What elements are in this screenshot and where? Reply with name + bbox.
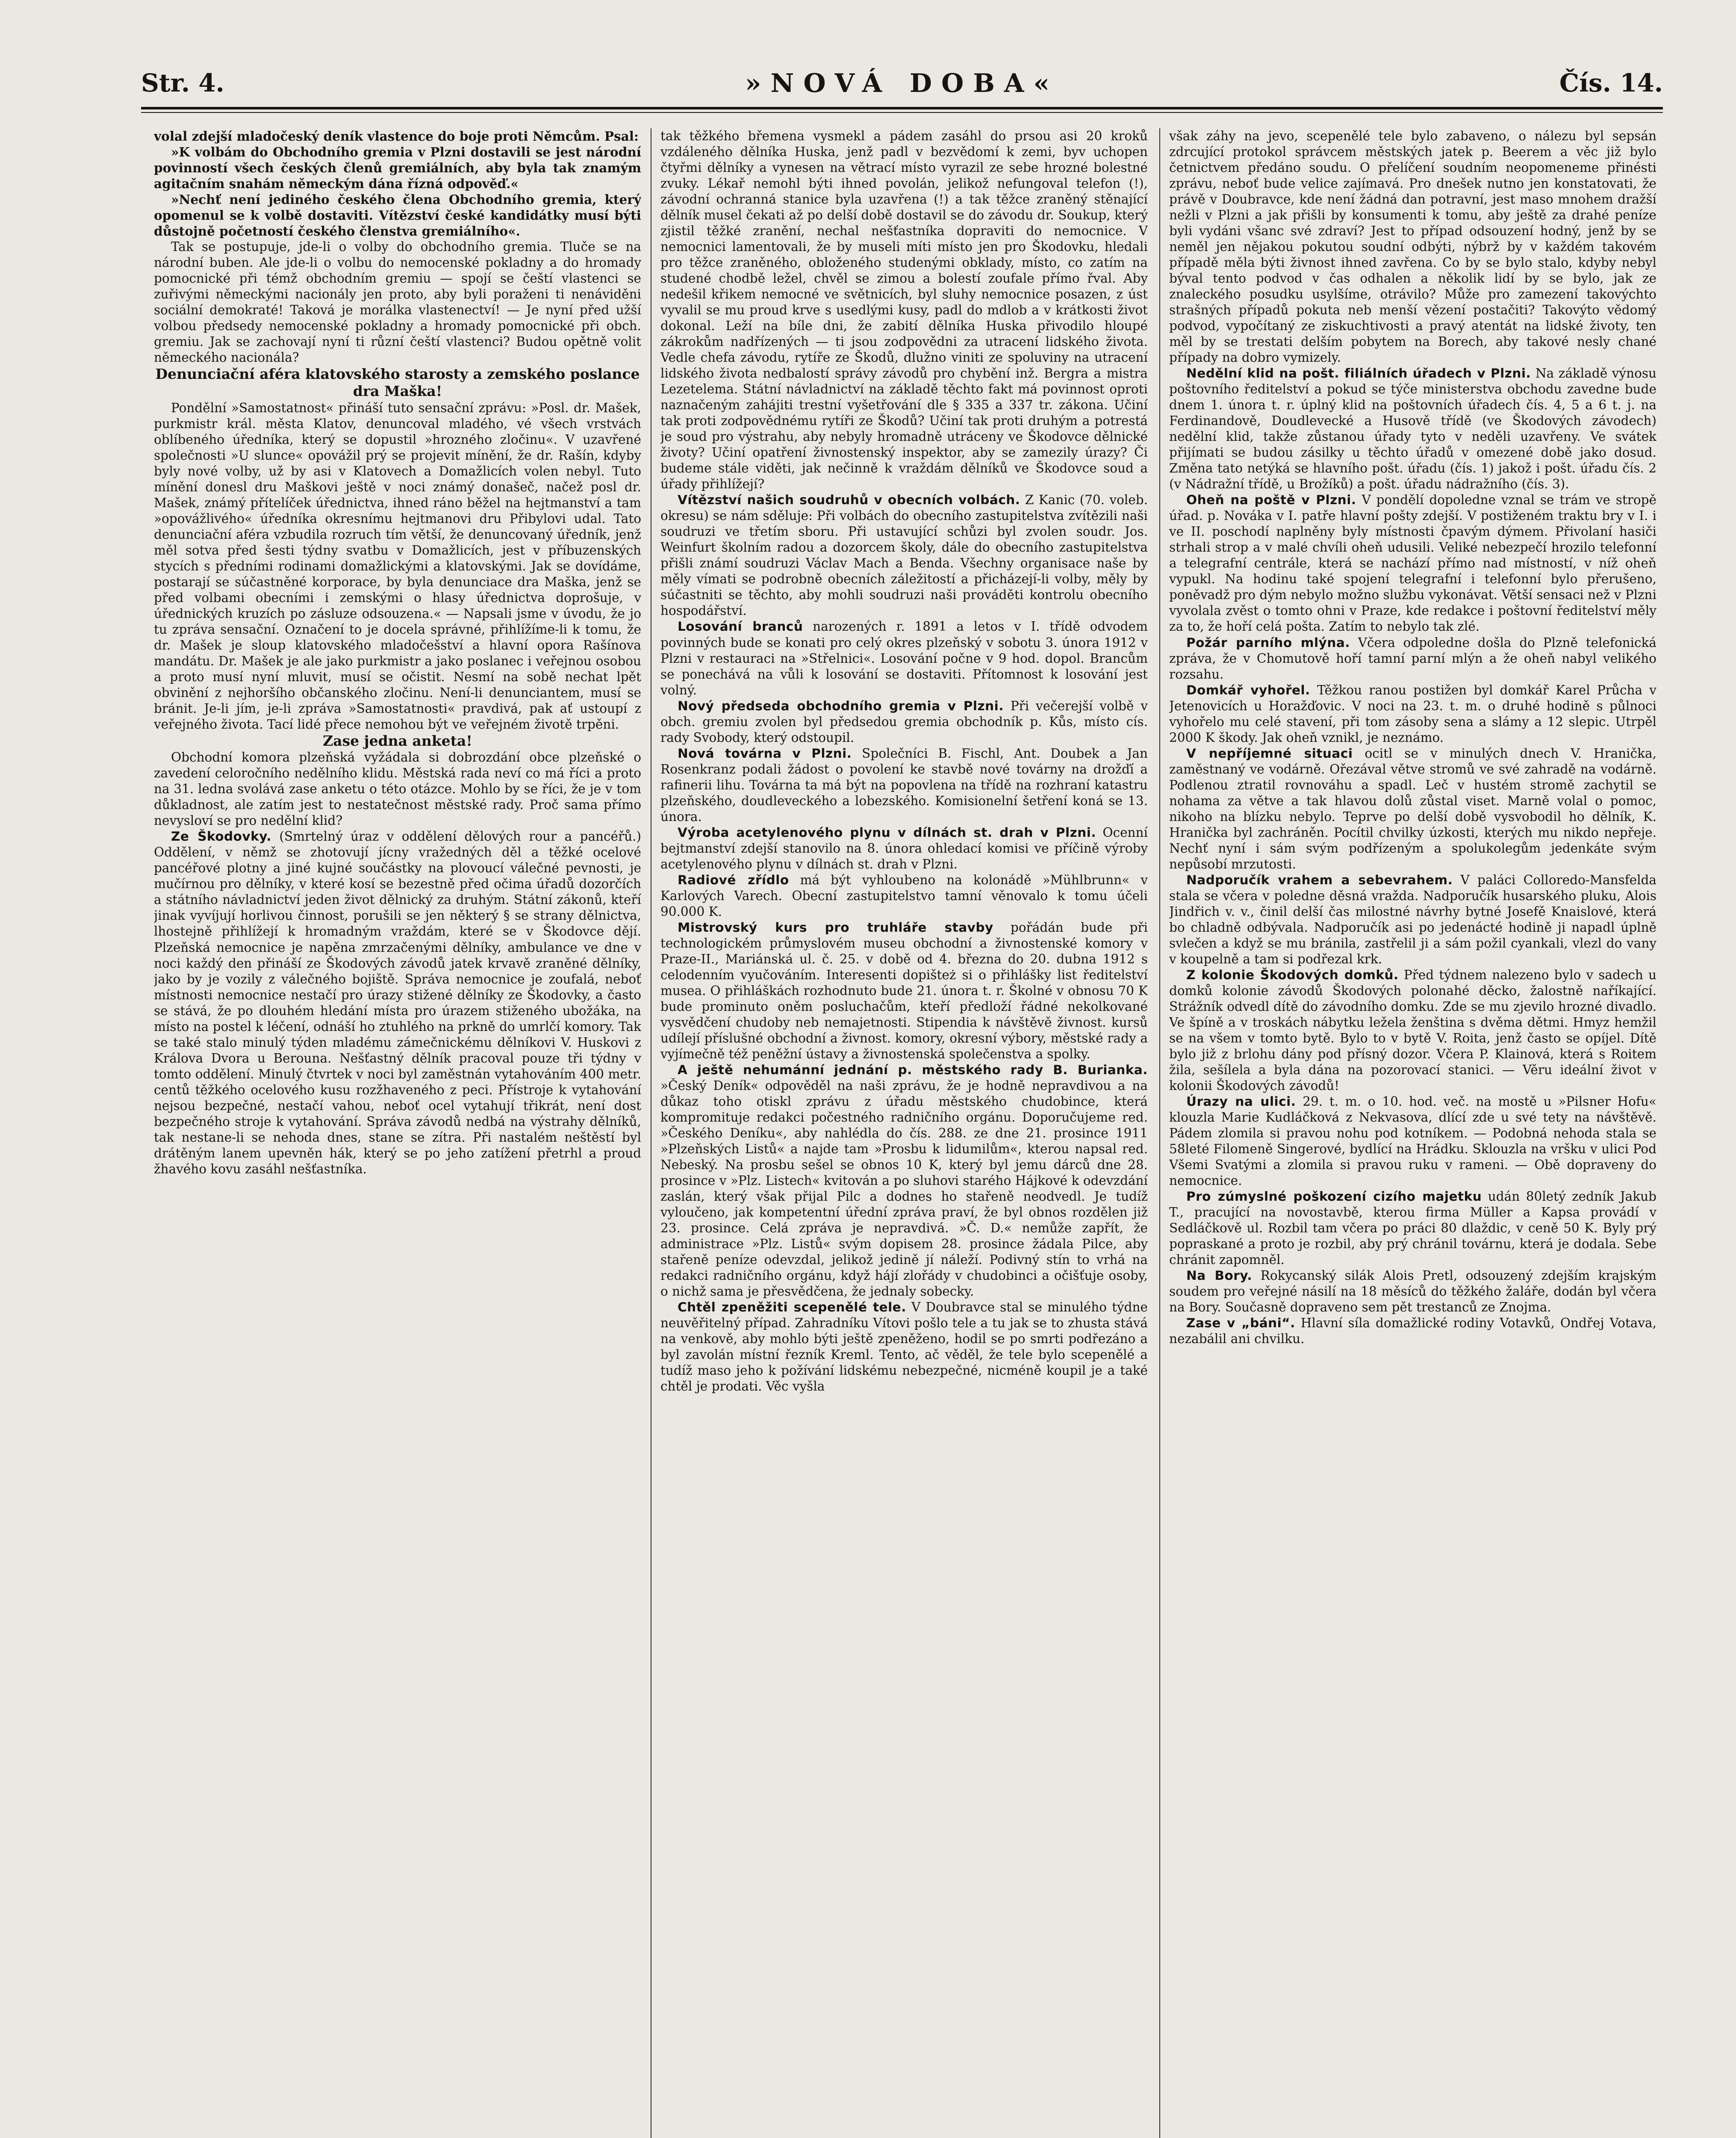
- article-headline: Zase jedna anketa!: [323, 732, 472, 750]
- article-headline: Denunciační aféra klatovského starosty a zemského poslance dra Maška!: [155, 366, 640, 400]
- rubric-title: Pro zúmyslné poškození cizího majetku: [1186, 1189, 1482, 1204]
- column-1: [154, 128, 641, 2138]
- rubric-title: Požár parního mlýna.: [1186, 635, 1350, 650]
- article-paragraph: V pondělí dopoledne vznal se trám ve stropě úřad. p. Nováka v I. patře hlavní pošty zdejší. V postiženém traktu bry v I. i ve II. poschodí naplněny byly místnosti čpavým dýmem. Přivolaní hasiči strhali strop a v malé chvíli oheň udusili. Veliké nebezpečí hrozilo telefonní a telegrafní centrále, která se nachází přímo nad místností, v níž oheň vypukl. Na hodinu také spojení telegrafní i telefonní bylo přerušeno, poněvadž pro dým nebylo možno službu vykonávat. Větší sensaci než v Plzni vyvolala zvěst o tomto ohni v Praze, kde redakce i poštovní ředitelství měly za to, že hoří celá pošta. Zatím to nebylo tak zlé.: [1169, 493, 1656, 634]
- article-paragraph: »Český Deník« odpověděl na naši zprávu, že je hodně nepravdivou a na důkaz toho otiskl zprávu z úřadu městského chudobince, která kompromituje redakci počestného radničního orgánu. Doporučujeme red. »Českého Deníku«, aby nahlédla do čís. 288. ze dne 21. prosince 1911 »Plzeňských Listů« a najde tam »Prosbu k lidumilům«, kterou napsal red. Nebeský. Na prosbu sešel se obnos 10 K, který byl jemu dárců dne 28. prosince v »Plz. Listech« kvitován a po sluhovi starého Hájkové k odevzdání zaslán, který však přijal Pilc a dodnes ho stařeně neodvedl. Je tudíž vyloučeno, jak kompetentní úřední zpráva praví, že byl obnos rozdělen již 23. prosince. Celá zpráva je nepravdivá. »Č. D.« nemůže zapřít, že administrace »Plz. Listů« svým dopisem 28. prosince žádala Pilce, aby stařeně peníze odevzdal, jelikož jedině jí náleží. Podivný stín to vrhá na redakci radničního orgánu, když hájí zlořády v chudobinci a očišťuje osoby, o nichž sama je přesvědčena, že jednaly sobecky.: [660, 1078, 1148, 1299]
- column-2: [660, 128, 1148, 2138]
- article-paragraph: V Doubravce stal se minulého týdne neuvěřitelný případ. Zahradníku Vítovi pošlo tele a tu jak se to zhusta stává na venkově, aby mohlo býti ještě zpeněženo, hodil se po smrti podřezáno a byl zavolán místní řezník Kreml. Tento, ač věděl, že tele bylo scepenělé a tudíž maso jeho k požívání lidskému nebezpečné, nicméně koupil je a také chtěl je prodati. Věc vyšla: [660, 1300, 1148, 1394]
- article-paragraph: Společníci B. Fischl, Ant. Doubek a Jan Rosenkranz podali žádost o povolení ke stavbě nové továrny na drožďí a rafinerii lihu. Továrna ta má být na popovlena na třídě na rozhraní katastru plzeňského, doudleveckého a lobezského. Komisionelní šetření koná se 13. února.: [660, 746, 1148, 824]
- article-paragraph: má být vyhloubeno na kolonádě »Mühlbrunn« v Karlových Varech. Obecní zastupitelstvo tamní věnovalo k tomu účeli 90.000 K.: [660, 872, 1148, 919]
- rubric-title: Na Bory.: [1186, 1268, 1253, 1283]
- rubric-title: Zase v „báni“.: [1186, 1316, 1295, 1331]
- rubric-title: Mistrovský kurs pro truhláře stavby: [678, 920, 993, 935]
- article-paragraph: narozených r. 1891 a letos v I. třídě odvodem povinných bude se konati pro celý okres plzeňský v sobotu 3. února 1912 v Plzni v restauraci na »Střelnici«. Losování počne v 9 hod. dopol. Brancům se ponechává na vůli k losování se dostaviti. Přítomnost k losování jest volný.: [660, 619, 1148, 697]
- issue-number: Čís. 14.: [1559, 68, 1663, 97]
- rubric-title: Domkář vyhořel.: [1186, 682, 1310, 697]
- article-paragraph: Tak se postupuje, jde-li o volby do obchodního gremia. Tluče se na národní buben. Ale jde-li o volbu do nemocenské pokladny a do hromady pomocnické při témž obchodním gremiu — spojí se čeští vlastenci se zuřivými německými nacionály jen proto, aby byli poraženi ti nenáviděni sociální demokraté! Taková je morálka vlastenectví! — Je nyní před užší volbou předsedy nemocenské pokladny a hromady pomocnické při obch. gremiu. Jak se zachovají nyní ti různí čeští vlastenci? Budou opětně volit německého nacionála?: [154, 239, 641, 365]
- article-paragraph: Před týdnem nalezeno bylo v sadech u domků kolonie závodů Škodových polonahé děcko, žalostně naříkající. Strážník odvedl dítě do závodního domku. Zde se mu zjevilo hrozné divadlo. Ve špíně a v troskách nábytku ležela ženština s dvěma dětmi. Hmyz hemžil se na všem v tomto bytě. Bylo to v bytě V. Roita, jenž často se opíjel. Dítě bylo již z brlohu dány pod přísný dozor. Včera P. Klainová, která s Roitem žila, sešílela a byla dána na pozorovací stanici. — Věru ideální život v kolonii Škodových závodů!: [1169, 967, 1656, 1093]
- page-number: Str. 4.: [141, 68, 224, 97]
- article-paragraph: 29. t. m. o 10. hod. več. na mostě u »Pilsner Hofu« klouzla Marie Kudláčková z Nekvasova, dlící zde u své tety na návštěvě. Pádem zlomila si pravou nohu pod kotníkem. — Podobná nehoda stala se 58leté Filomeně Singerové, bydlící na Hrádku. Sklouzla na vršku v ulici Pod Všemi Svatými a zlomila si pravou ruku v rameni. — Obě dopraveny do nemocnice.: [1169, 1094, 1656, 1188]
- rubric-title: Nedělní klid na pošt. filiálních úřadech v Plzni.: [1186, 366, 1531, 381]
- article-paragraph: tak těžkého břemena vysmekl a pádem zasáhl do prsou asi 20 kroků vzdáleného dělníka Huska, jenž padl v bezvědomí k zemi, byv uchopen čtyřmi dělníky a vynesen na větrací místo vyrazil ze sebe hrozné bolestné zvuky. Lékař nemohl býti ihned povolán, jelikož nefungoval telefon (!), závodní ochranná stanice byla uzavřena (!) a tak těžce zraněný stěnající dělník musel čekati až po delší době dostavil se do závodu dr. Soukup, který zjistil těžké zranění, nechal nešťastníka dopraviti do nemocnice. V nemocnici lamentovali, že by museli míti místo jen pro Škodovku, hledali pro těžce zraněného, obloženého studenými obklady, místo, co zatím na studené chodbě ležel, chvěl se zimou a bolestí zoufale přímo řval. Aby nedešil křikem nemocné ve světnicích, byl sluhy nemocnice posazen, z úst vyvalil se mu proud krve s usedlými kusy, padl do mdlob a v krátkosti život dokonal. Leží na bíle dni, že zabití dělníka Huska přivodilo hloupé zákrokům nadřízených — ti jsou zodpovědni za utracení lidského života. Vedle chefa závodu, rytíře ze Škodů, dlužno viniti ze spoluviny na utracení lidského života nedbalostí správy závodů pro chybění inž. Bergra a mistra Lezetelema. Státní návladnictví na základě těchto fakt má povinnost oproti naznačeným zahájiti trestní vyšetřování dle § 335 a 337 tr. zákona. Učiní tak proti zodpovědnému rytíři ze Škodů? Učiní tak proti druhým a potrestá je soud pro výstrahu, aby nebyly hromadně utráceny ve Škodovce dělnické životy? Učiní opatření živnostenský inspektor, aby se zamezily úrazy? Či budeme stále viděti, jak nečinně k vraždám dělníků ve Škodovce soud a úřady přihlížejí?: [660, 129, 1148, 492]
- rubric-title: Výroba acetylenového plynu v dílnách st. drah v Plzni.: [678, 825, 1096, 840]
- rubric-title: Nový předseda obchodního gremia v Plzni.: [678, 698, 1004, 713]
- rubric-title: Losování branců: [678, 619, 803, 634]
- column-divider: [1159, 128, 1160, 2138]
- article-paragraph: V paláci Colloredo-Mansfelda stala se včera v poledne děsná vražda. Nadporučík husarského pluku, Alois Jindřich v. v., činil delší čas milostné návrhy bytné Josefě Knaislové, která bo chladně odbývala. Nadporučík asi po jedenácté hodině ji napadl úplně svlečen a když se mu bránila, zastřelil ji a sám požil cyankali, vlezl do vany v koupelně a tam si podřezal krk.: [1169, 872, 1656, 966]
- article-paragraph: však záhy na jevo, scepenělé tele bylo zabaveno, o nálezu byl sepsán zdrcující protokol správcem městských jatek p. Beerem a věc již bylo četnictvem předáno soudu. O přelíčení soudním neopomeneme přinésti zprávu, neboť bude velice zajímavá. Pro dnešek nutno jen konstatovati, že právě v Doubravce, kde není žádná dan potravní, jest maso mnohem dražší nežli v Plzni a jak přišli by konsumenti k tomu, aby ještě za drahé peníze byli vydáni všanc své zdraví? Jest to případ odsouzení hodný, jenž by se neměl jen nějakou pokutou soudní odbýti, nýbrž by v každém takovém případě měla býti živnost ihned zavřena. Co by se bylo stalo, kdyby nebyl býval tento podvod v čas odhalen a několik lidí by se bylo, jak ze znaleckého posudku usylšíme, otrávilo? Může pro zamezení takovýchto strašných případů pokuta neb menší vězení postačiti? Takovýto vědomý podvod, vypočítaný ze ziskuchtivosti a pravý atentát na lidské životy, ten měl by se trestati delším pobytem na Borech, aby takové nesly chané případy na dobro vymizely.: [1169, 129, 1656, 365]
- article-paragraph: Na základě výnosu poštovního ředitelství a pokud se týče ministerstva obchodu zavedne bude dnem 1. února t. r. úplný klid na poštovních úřadech čís. 4, 5 a 6 t. j. na Ferdinandově, Doudlevecké a Husově třídě (ve Škodových závodech) nedělní klid, takže zůstanou úřady tyto v neděli uzavřeny. Ve svátek přijímati se budou zásilky u těchto úřadů v omezené době jako dosud. Změna tato netýká se hlavního pošt. úřadu (čís. 1) jakož i pošt. úřadu čís. 2 (v Nádražní třídě, u Brožíků) a pošt. úřadu nádražního (čís. 3).: [1169, 366, 1656, 492]
- article-paragraph: Včera odpoledne došla do Plzně telefonická zpráva, že v Chomutově hoří tamní parní mlýn a že oheň nabyl velikého rozsahu.: [1169, 635, 1656, 682]
- rubric-title: V nepříjemné situaci: [1186, 746, 1353, 761]
- article-paragraph: Z Kanic (70. voleb. okresu) se nám sděluje: Při volbách do obecního zastupitelstva zvítězili naši soudruzi ve třetím sboru. Při ustavující schůzi byl zvolen soudr. Jos. Weinfurt školním radou a dozorcem školy, dále do obecního zastupitelstva přišli známí soudruzi Václav Mach a Benda. Všechny organisace naše by měly vímati se podrobně obecních záležitostí a přicházejí-li volby, měly by súčastniti se těchto, aby mohli soudruzi naši prováděti kontrolu obecního hospodářství.: [660, 493, 1148, 618]
- article-quote: »Nechť není jediného českého člena Obchodního gremia, který opomenul se k volbě dostaviti. Vítězství české kandidátky musí býti důstojně početností českého členstva gremiálního«.: [154, 192, 641, 239]
- header-rule: [141, 107, 1663, 109]
- article-paragraph: udán 80letý zedník Jakub T., pracující na novostavbě, kterou firma Müller a Kapsa provádí v Sedláčkově ul. Rozbil tam včera po práci 80 dlaždic, v ceně 50 K. Byly prý popraskané a proto je rozbil, aby prý chránil továrnu, která je dodala. Sebe chránit zapomněl.: [1169, 1189, 1656, 1267]
- article-paragraph: Pondělní »Samostatnost« přináší tuto sensační zprávu: »Posl. dr. Mašek, purkmistr král. města Klatov, denuncoval mladého, vé všech vrstvách oblíbeného úředníka, který se dopustil »hrozného zločinu«. V uzavřené společnosti »U slunce« opovážil prý se projevit mínění, že dr. Rašín, kdyby byly nové volby, už by asi v Klatovech a Domažlicích volen nebyl. Tuto mínění donesl dru Maškovi ještě v noci známý donašeč, načež posl dr. Mašek, známý přítelíček úřednictva, ihned ráno běžel na hejtmanství a tam »opovážlivého« úředníka okresnímu hejtmanovi dru Přibylovi udal. Tato denunciační aféra vzbudila rozruch tím větší, že denuncovaný úředník, jenž měl sotva před šesti týdny svatbu v Domažlicích, jest v příbuzenských stycích s předními rodinami domažlickými a klatovskými. Jak se dovídáme, postarají se súčastněné korporace, by byla denunciace dra Maška, jenž se před volbami obecními i zemskými o hlasy úřednictva doprošuje, v úřednických kruzích po zásluze odsouzena.« — Napsali jsme v úvodu, že jo tu zpráva sensační. Označení to je docela správné, přihlížíme-li k tomu, že dr. Mašek je sloup klatovského mladočešství a hlavní opora Rašínova mandátu. Dr. Mašek je ale jako purkmistr a jako poslanec i veřejnou osobou a proto musí nyní mluvit, musí se očistit. Nesmí na sobě nechat lpět obvinění z nejhoršího občanského zločinu. Není-li denunciantem, musí se bránit. Je-li jím, je-li zpráva »Samostatnosti« pravdivá, pak ať ustoupí z veřejného života. Tací lidé přece nemohou být ve veřejném životě trpěni.: [154, 400, 641, 732]
- rubric-title: Chtěl zpeněžiti scepenělé tele.: [678, 1300, 906, 1315]
- rubric-title: Nadporučík vrahem a sebevrahem.: [1186, 872, 1453, 887]
- article-paragraph: Rokycanský silák Alois Pretl, odsouzený zdejším krajským soudem pro veřejné násilí na 18 měsíců do těžkého žaláře, dodán byl včera na Bory. Současně dopraveno sem pět trestanců ze Znojma.: [1169, 1268, 1656, 1315]
- rubric-title: Nová továrna v Plzni.: [678, 746, 852, 761]
- rubric-title: Ze Škodovky.: [171, 829, 271, 844]
- column-3: [1169, 128, 1656, 2138]
- article-paragraph: Hlavní síla domažlické rodiny Votavků, Ondřej Votava, nezabálil ani chvilku.: [1169, 1316, 1656, 1347]
- article-paragraph: Ocenní bejtmanství zdejší stanovilo na 8. února ohledací komisi ve příčině výroby acetylenového plynu v dílnách st. drah v Plzni.: [660, 825, 1148, 871]
- article-paragraph: (Smrtelný úraz v oddělení dělových rour a pancéřů.) Oddělení, v němž se zhotovují jícny vražedných děl a těžké ocelové pancéřové plotny a jiné kujné součástky na plovoucí válečné pevnosti, je mučírnou pro dělníky, v které kosí se bezestně před očima úřadů dozorčích a státního návladnictví jeden život dělnický za druhým. Státní zákonů, kteří jinak vyvíjují horlivou činnost, porušili se jen některý § se strany dělnictva, lhostejně přihlížejí k hromadným vraždám, které se v Škodovce dějí. Plzeňská nemocnice je napěna zmrzačenými dělníky, ambulance ve dne v noci každý den přináší ze Škodových závodů jatek krvavě zraněné dělníky, jako by je vozily z válečného bojiště. Správa nemocnice je zoufalá, neboť místnosti nemocnice nestačí pro úrazy stižené dělníky ze Škodovky, a často se stává, že po dlouhém hledání místa pro úrazem stiženého ubožáka, na místo na postel k léčení, odnáší ho ztuhlého na prkně do umrlčí komory. Tak se také stalo minulý týden mladému zámečnickému dělníkovi V. Huskovi z Králova Dvora u Berouna. Nešťastný dělník pracoval pouze tři týdny v tomto oddělení. Minulý čtvrtek v noci byl zaměstnán vytahováním 400 metr. centů těžkého ocelového kusu rozžhaveného z peci. Přístroje k vytahování nejsou bezpečné, nestačí vahou, neboť ocel vytahují třikrát, není dost bezpečného stroje k vytahování. Správa závodů nedbá na výstrahy dělníků, tak nestane-li se nehoda dnes, stane se zítra. Při nastalém neštěstí byl drátěným lanem upevněn hák, který se po jeho zatížení přetrhl a proud žhavého kovu zasáhl nešťastníka.: [154, 829, 641, 1176]
- newspaper-title: »NOVÁ DOBA«: [745, 68, 1059, 98]
- rubric-title: Vítězství našich soudruhů v obecních volbách.: [678, 493, 1020, 508]
- article-quote: »K volbám do Obchodního gremia v Plzni dostavili se jest národní povinností všech českých členů gremiálních, aby byla tak znamým agitačním snahám německým dána řízná odpověď.«: [154, 145, 641, 192]
- running-head: [141, 64, 1663, 103]
- rubric-title: Z kolonie Škodových domků.: [1186, 967, 1399, 982]
- article-paragraph: ocitl se v minulých dnech V. Hranička, zaměstnaný ve vodárně. Ořezával větve stromů ve své zahradě na vodárně. Podlenou ztratil rovnováhu a spadl. Leč v hustém stromě zachytil se nohama za větve a tak hlavou dolů zůstal viset. Marně volal o pomoc, nikoho na blízku nebylo. Teprve po delší době vysvobodil ho dělník, K. Hranička byl zachráněn. Pocítil chvilky úzkosti, kterých mu nikdo nepřeje. Nechť nyní i sám svým podřízeným a spolukolegům jedenkáte svým nepůsobí mrzutosti.: [1169, 746, 1656, 871]
- article-paragraph: Při večerejší volbě v obch. gremiu zvolen byl předsedou gremia obchodník p. Kůs, místo cís. rady Svobody, který odstoupil.: [660, 698, 1148, 745]
- article-paragraph: pořádán bude při technologickém průmyslovém museu obchodní a živnostenské komory v Praze-II., Mariánská ul. č. 25. v době od 4. března do 20. dubna 1912 s celodenním vyučováním. Interesenti dopišteż si o přihlášky list ředitelství musea. O přihláškách rozhodnuto bude 21. února t. r. Školné v obnosu 70 K bude prominuto oněm posluchačům, kteří předloží řádné nekolkované vysvědčení chudoby neb nemajetnosti. Stipendia k návštěvě živnost. kursů udílejí příslušné obchodní a živnost. komory, okresní výbory, městské rady a vyjímečně též peněžní ústavy a živnostenská společenstva a spolky.: [660, 920, 1148, 1061]
- rubric-title: Radiové zřídlo: [678, 872, 789, 887]
- rubric-title: Oheň na poště v Plzni.: [1186, 493, 1356, 508]
- article-paragraph: Obchodní komora plzeňská vyžádala si dobrozdání obce plzeňské o zavedení celoročního nedělního klidu. Městská rada neví co má říci a proto na 31. ledna svolává zase anketu o této otázce. Mohlo by se říci, že je v tom důkladnost, ale zatím jest to nestatečnost městské rady. Proč sama přímo nevysloví se pro nedělní klid?: [154, 750, 641, 828]
- header-rule-thin: [141, 112, 1663, 113]
- article-paragraph: Těžkou ranou postižen byl domkář Karel Průcha v Jetenovicích u Horažďovic. V noci na 23. t. m. o druhé hodině s půlnoci vyhořelo mu celé stavení, při tom zásoby sena a slámy a 12 slepic. Utrpěl 2000 K škody. Jak oheň vznikl, je neznámo.: [1169, 682, 1656, 745]
- article-paragraph: volal zdejší mladočeský deník vlastence do boje proti Němcům. Psal:: [154, 129, 639, 144]
- rubric-title: A ještě nehumánní jednání p. městského rady B. Burianka.: [678, 1062, 1148, 1077]
- rubric-title: Úrazy na ulici.: [1186, 1094, 1296, 1109]
